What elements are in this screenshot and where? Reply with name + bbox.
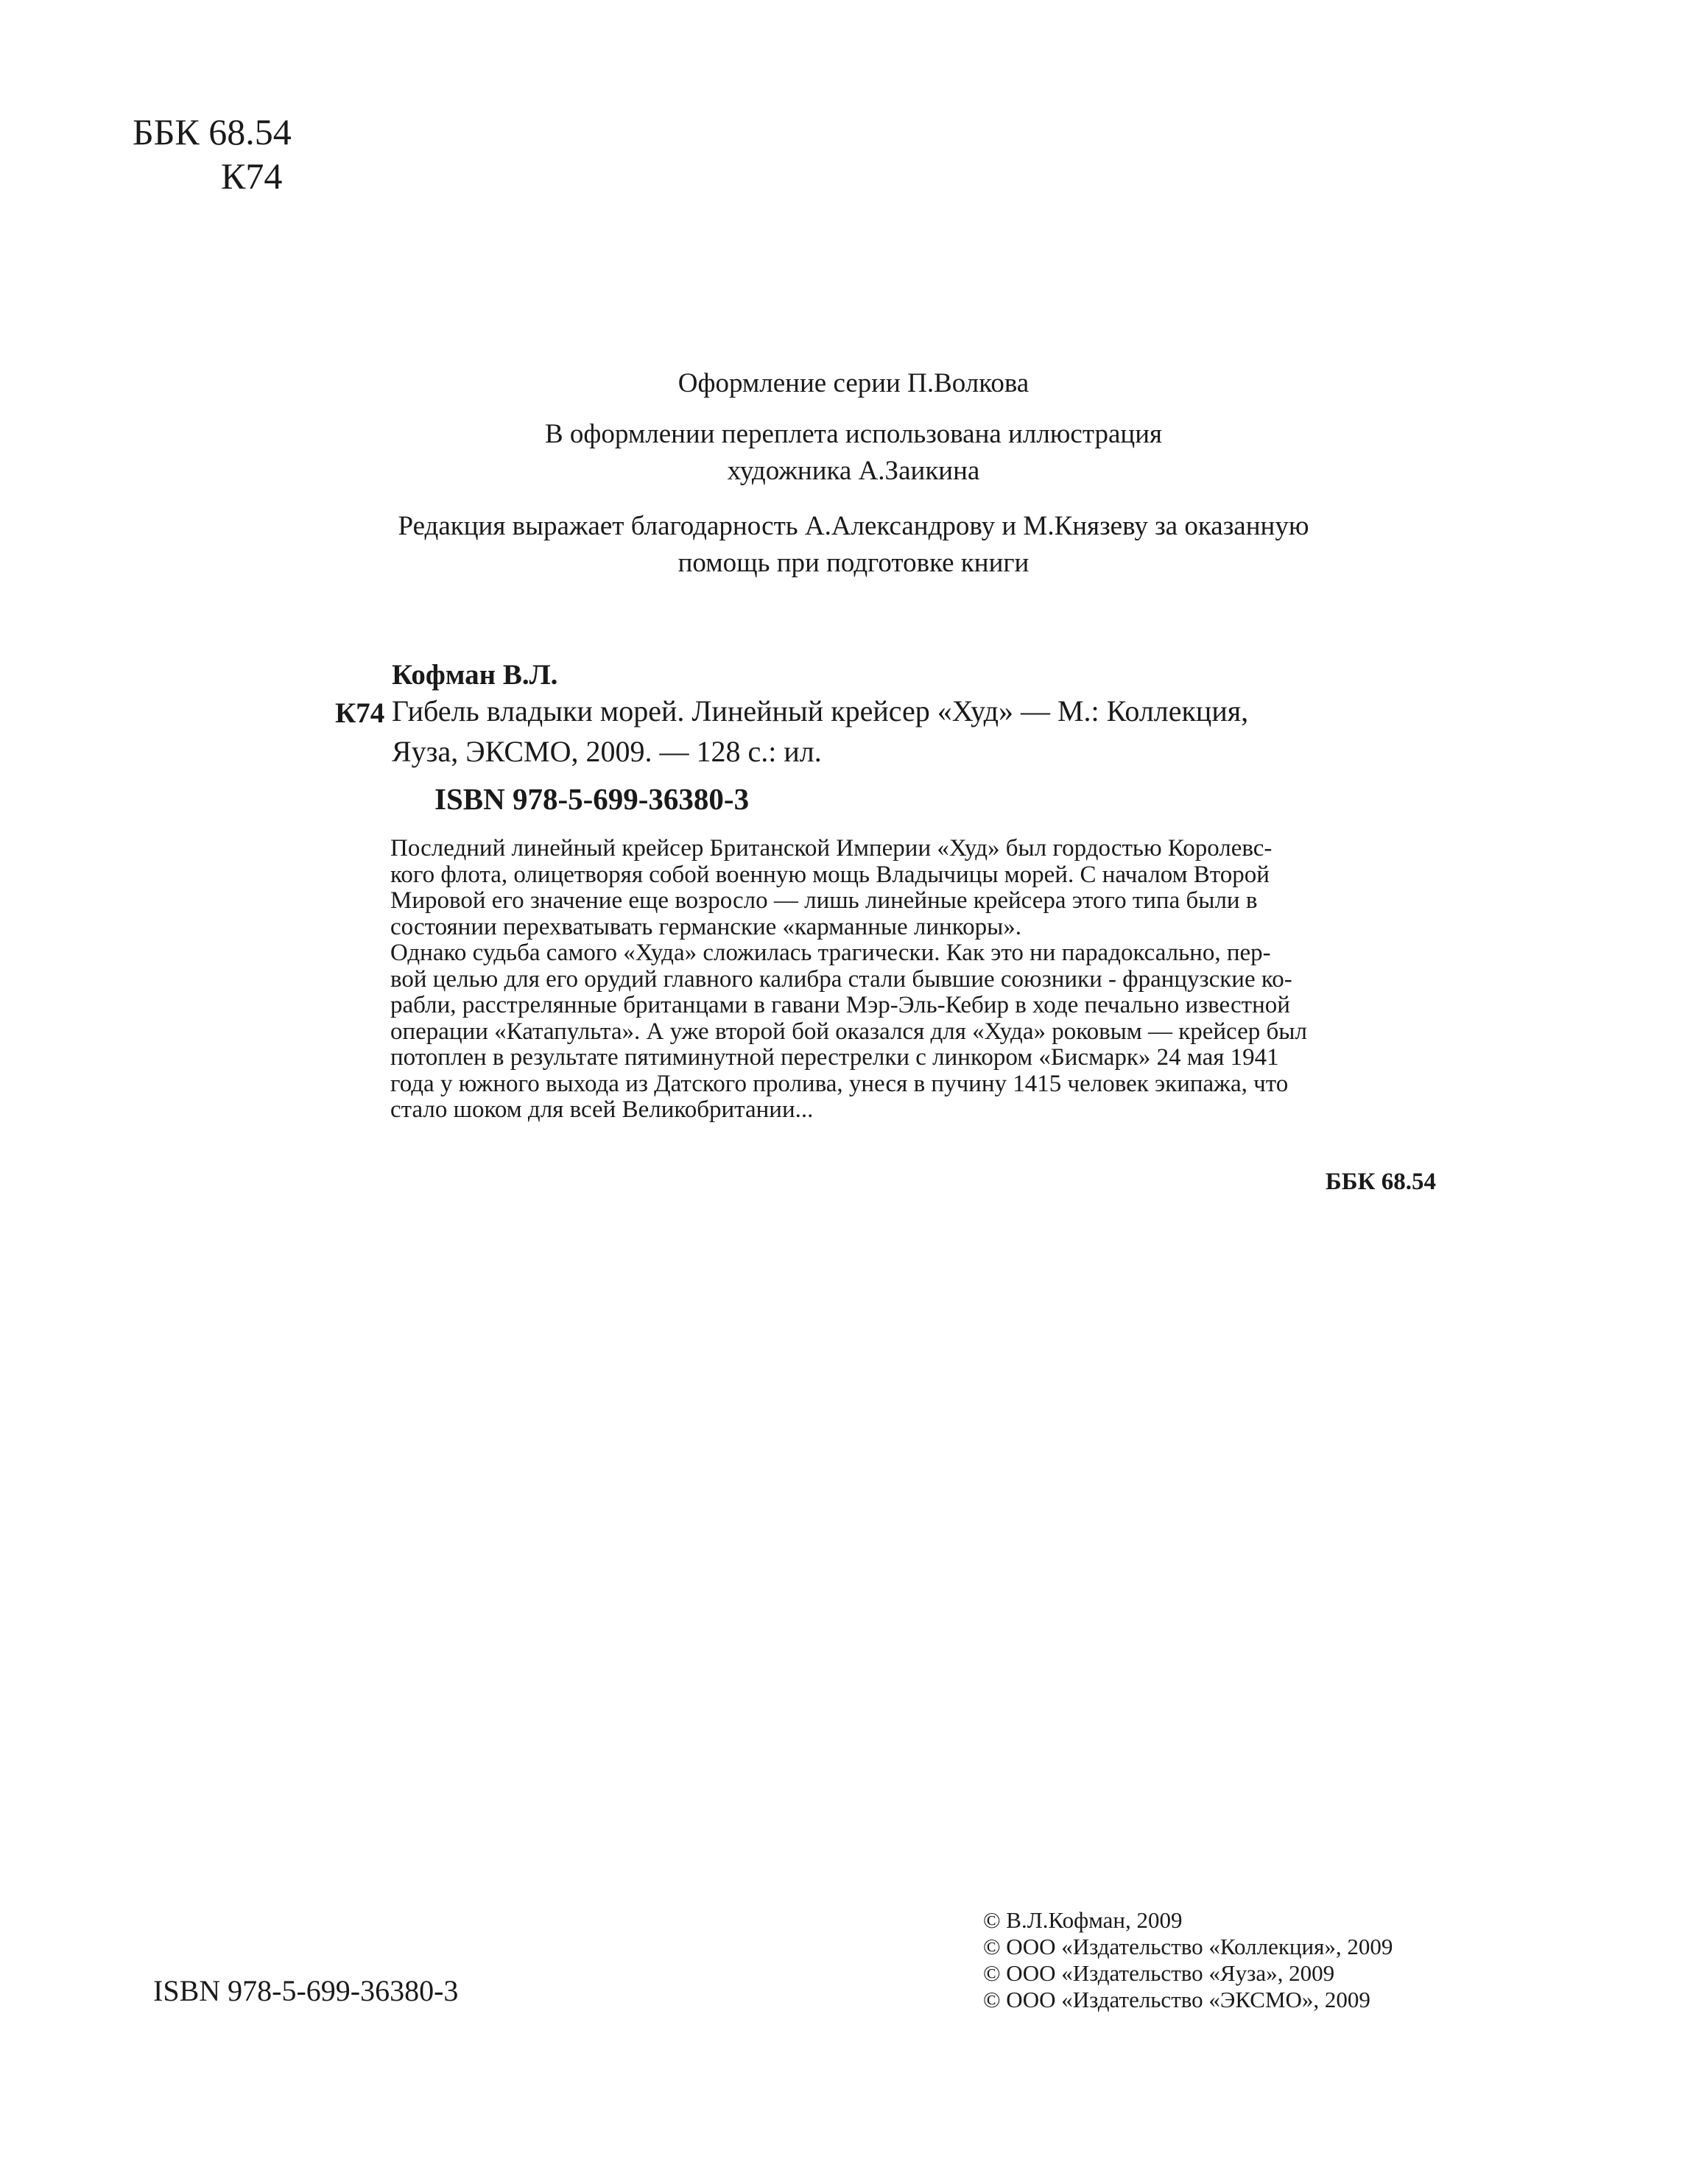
annotation-paragraph-2	[390, 940, 1436, 1124]
annotation-line: вой целью для его орудий главного калибра стали бывшие союзники - французские ко-	[390, 965, 1292, 993]
annotation-line: года у южного выхода из Датского пролива, унеся в пучину 1415 человек экипажа, что	[390, 1070, 1289, 1097]
copyright-line: © В.Л.Кофман, 2009	[983, 1907, 1183, 1933]
annotation-line: потоплен в результате пятиминутной перестрелки с линкором «Бисмарк» 24 мая 1941	[390, 1044, 1279, 1071]
credits-cover-illustration-line1: В оформлении переплета использована иллюстрация	[544, 419, 1163, 449]
footer-copyrights	[983, 1907, 1393, 2013]
copyright-line: © ООО «Издательство «Яуза», 2009	[983, 1960, 1335, 1986]
catalog-annotation	[390, 836, 1436, 1124]
annotation-line: Однако судьба самого «Худа» сложилась трагически. Как это ни парадоксально, пер-	[390, 940, 1271, 966]
credits-thanks-line1: Редакция выражает благодарность А.Александрову и М.Князеву за оказанную	[398, 511, 1309, 541]
credits-thanks-line2: помощь при подготовке книги	[677, 548, 1030, 578]
credits-thanks	[0, 508, 1707, 582]
catalog-title-line2: Яуза, ЭКСМО, 2009. — 128 с.: ил.	[392, 735, 822, 768]
catalog-isbn: ISBN 978-5-699-36380-3	[434, 782, 750, 816]
annotation-line: Последний линейный крейсер Британской Империи «Худ» был гордостью Королевс-	[390, 835, 1273, 862]
copyright-line: © ООО «Издательство «ЭКСМО», 2009	[983, 1987, 1370, 2012]
annotation-line: состоянии перехватывать германские «карманные линкоры».	[390, 913, 1021, 940]
copyright-line: © ООО «Издательство «Коллекция», 2009	[983, 1934, 1393, 1959]
catalog-author-mark: К74	[335, 697, 385, 729]
annotation-line: Мировой его значение еще возросло — лишь линейные крейсера этого типа были в	[390, 887, 1258, 914]
annotation-line: кого флота, олицетворяя собой военную мощь Владычицы морей. С началом Второй	[390, 861, 1270, 888]
annotation-paragraph-1	[390, 836, 1436, 940]
catalog-bbk-code: ББК 68.54	[1325, 1169, 1436, 1195]
annotation-line: стало шоком для всей Великобритании...	[390, 1096, 814, 1123]
credits-cover-illustration-line2: художника А.Заикина	[727, 456, 980, 486]
header-bbk-code: ББК 68.54	[133, 111, 292, 152]
catalog-title-line1: Гибель владыки морей. Линейный крейсер «Худ» — М.: Коллекция,	[392, 694, 1249, 728]
footer-isbn: ISBN 978-5-699-36380-3	[153, 1974, 459, 2007]
credits-cover-illustration	[0, 416, 1707, 490]
annotation-line: операции «Катапульта». А уже второй бой оказался для «Худа» роковым — крейсер был	[390, 1018, 1307, 1045]
catalog-author: Кофман В.Л.	[392, 659, 558, 691]
header-author-mark: К74	[221, 155, 283, 197]
catalog-title	[392, 691, 1437, 772]
credits-series-design: Оформление серии П.Волкова	[677, 368, 1030, 398]
annotation-line: рабли, расстрелянные британцами в гавани Мэр-Эль-Кебир в ходе печально известной	[390, 992, 1290, 1018]
